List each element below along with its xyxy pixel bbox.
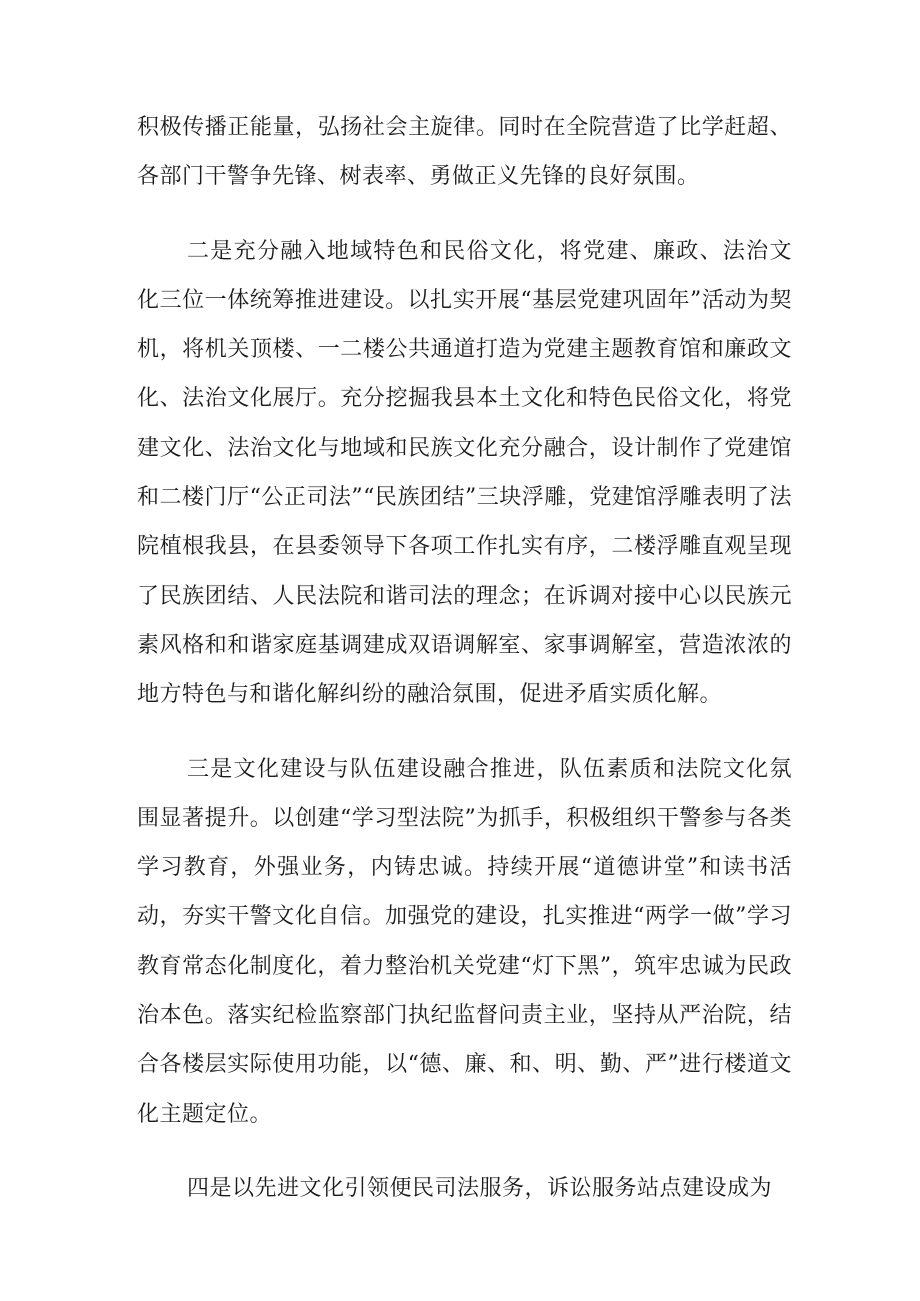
paragraph-gap <box>137 202 792 227</box>
document-body <box>137 103 792 1213</box>
paragraph-2: 二是充分融入地域特色和民俗文化，将党建、廉政、法治文化三位一体统筹推进建设。以扎实开展“基层党建巩固年”活动为契机，将机关顶楼、一二楼公共通道打造为党建主题教育馆和廉政文化、法治文化展厅。充分挖掘我县本土文化和特色民俗文化，将党建文化、法治文化与地域和民族文化充分融合，设计制作了党建馆和二楼门厅“公正司法”“民族团结”三块浮雕，党建馆浮雕表明了法院植根我县，在县委领导下各项工作扎实有序，二楼浮雕直观呈现了民族团结、人民法院和谐司法的理念；在诉调对接中心以民族元素风格和和谐家庭基调建成双语调解室、家事调解室，营造浓浓的地方特色与和谐化解纠纷的融洽氛围，促进矛盾实质化解。 <box>137 238 792 708</box>
paragraph-3: 三是文化建设与队伍建设融合推进，队伍素质和法院文化氛围显著提升。以创建“学习型法院”为抓手，积极组织干警参与各类学习教育，外强业务，内铸忠诚。持续开展“道德讲堂”和读书活动，夯实干警文化自信。加强党的建设，扎实推进“两学一做”学习教育常态化制度化，着力整治机关党建“灯下黑”，筑牢忠诚为民政治本色。落实纪检监察部门执纪监督问责主业，坚持从严治院，结合各楼层实际使用功能，以“德、廉、和、明、勤、严”进行楼道文化主题定位。 <box>137 756 792 1127</box>
paragraph-1: 积极传播正能量，弘扬社会主旋律。同时在全院营造了比学赶超、各部门干警争先锋、树表率、勇做正义先锋的良好氛围。 <box>137 115 792 190</box>
paragraph-4: 四是以先进文化引领便民司法服务，诉讼服务站点建设成为 <box>187 1175 773 1201</box>
paragraph-gap <box>137 1139 792 1164</box>
paragraph-gap <box>137 720 792 745</box>
